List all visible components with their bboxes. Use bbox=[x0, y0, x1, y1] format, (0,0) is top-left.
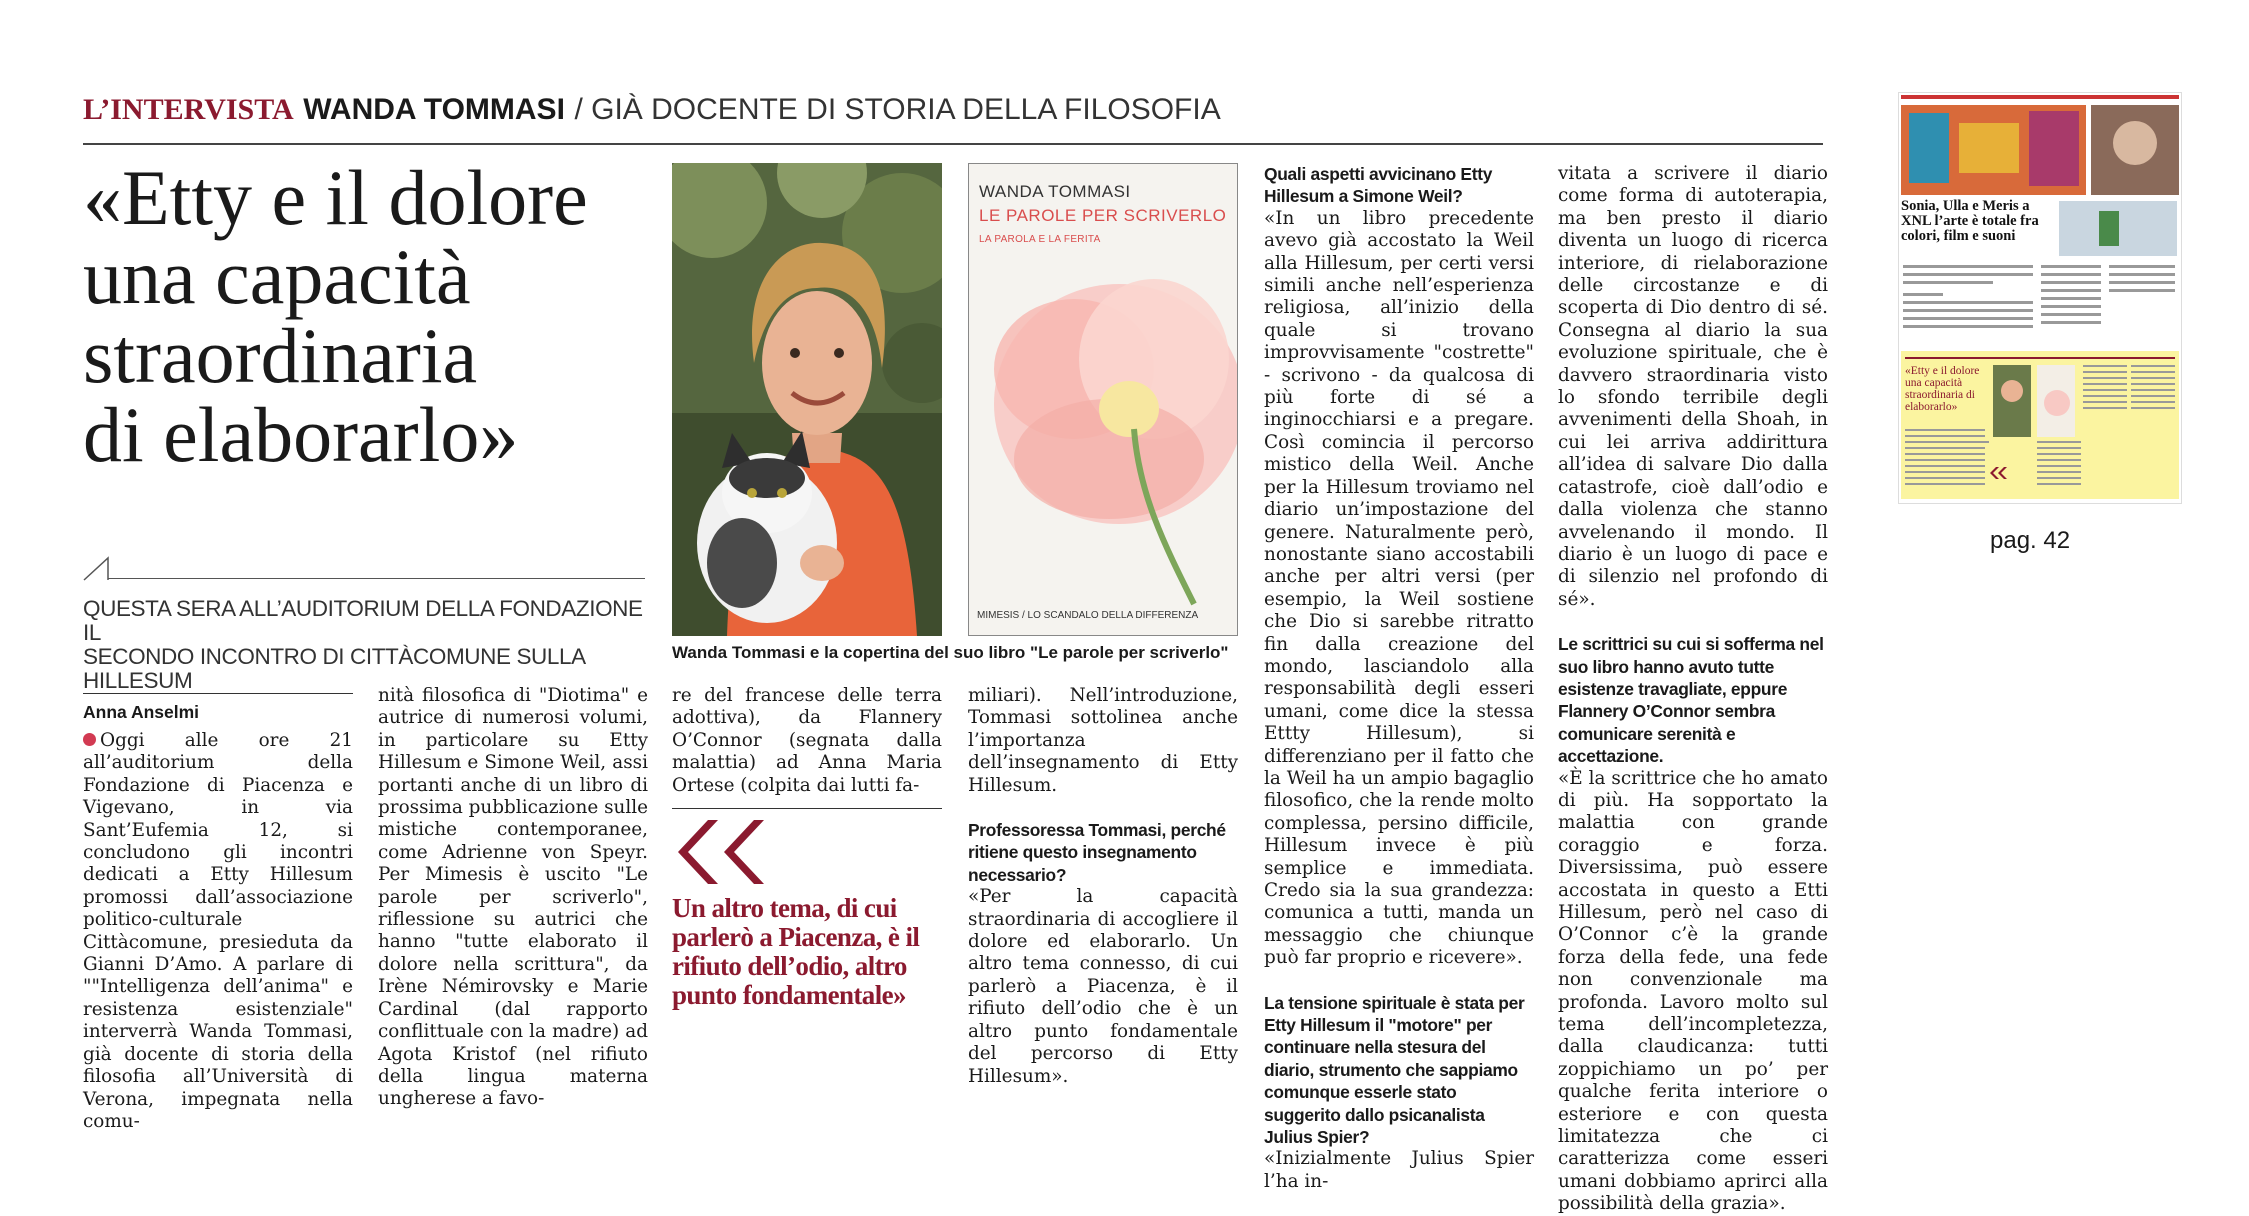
article-column-2 bbox=[378, 685, 648, 1111]
subheadline-line: SECONDO INCONTRO DI CITTÀCOMUNE SULLA HILLESUM bbox=[83, 644, 585, 693]
portrait-photo bbox=[672, 163, 942, 636]
article-text: Oggi alle ore 21 all’auditorium della Fondazione di Piacenza e Vigevano, in via Sant’Eufemia 12, si concludono gli incontri dedicati a Etty Hillesum promossi dall’associazione politico-culturale Cittàcomune, presieduta da Gianni D’Amo. A parlare di ""Intelligenza dell’anima" e resistenza esistenziale" interverrà Wanda Tommasi, già docente di storia della filosofia all’Università di Verona, impegnata nella comu- bbox=[83, 730, 353, 1132]
article-column-5 bbox=[1264, 163, 1534, 1193]
article-column-3 bbox=[672, 685, 942, 797]
cover-title: LE PAROLE PER SCRIVERLO bbox=[979, 206, 1227, 225]
headline-line: «Etty e il dolore bbox=[83, 154, 588, 241]
separator-line bbox=[108, 578, 645, 579]
article-column-1 bbox=[83, 730, 353, 1133]
thumbnail-headline: Sonia, Ulla e Meris a XNL l’arte è totale fra colori, film e suoni bbox=[1901, 198, 2039, 244]
interviewee-name: WANDA TOMMASI bbox=[303, 93, 565, 126]
article-text: nità filosofica di "Diotima" e autrice di numerosi volumi, in particolare su Etty Hillesum e Simone Weil, assi portanti anche di un libro di prossima pubblicazione sulle mistiche contemporanee, come Adrienne von Speyr. Per Mimesis è uscito "Le parole per scriverlo", riflessione su autrici che hanno "tutte elaborato il dolore nella scrittura", da Irène Némirovsky e Marie Cardinal (dal rapporto conflittuale con la madre) ad Agota Kristof (nel rifiuto della lingua materna ungherese a favo- bbox=[378, 685, 648, 1110]
headline-line: di elaborarlo» bbox=[83, 391, 519, 478]
page-thumbnail[interactable] bbox=[1898, 92, 2182, 504]
byline-rule bbox=[83, 693, 353, 694]
headline-line: una capacità bbox=[83, 233, 471, 320]
quote-mark-icon bbox=[676, 816, 766, 888]
cover-subtitle: LA PAROLA E LA FERITA bbox=[979, 234, 1101, 245]
article-text: vitata a scrivere il diario come forma di autoterapia, ma ben presto il diario diventa un luogo di ricerca interiore, di rielaborazione delle circostanze e di scoperta di Dio dentro di sé. Consegna al diario la sua evoluzione spirituale, che è davvero straordinaria visto lo sfondo terribile degli avvenimenti della Shoah, in cui lei arriva addirittura all’idea di salvare Dio dalla catastrofe, cioè dall’odio e dalla violenza che stanno avvelenando il mondo. Il diario è un luogo di pace e di silenzio nel profondo di sé». bbox=[1558, 163, 1828, 610]
page-label: pag. 42 bbox=[1990, 527, 2071, 554]
interview-question: Professoressa Tommasi, perché ritiene questo insegnamento necessario? bbox=[968, 820, 1226, 885]
headline bbox=[83, 154, 683, 478]
book-cover bbox=[968, 163, 1238, 636]
subheadline-line: QUESTA SERA ALL’AUDITORIUM DELLA FONDAZIONE IL bbox=[83, 596, 643, 645]
section-kicker bbox=[83, 92, 1221, 127]
article-text: «È la scrittrice che ho amato di più. Ha sopportato la malattia con grande coraggio e forza. Diversissima, può essere accostata in questo a Etti Hillesum, però nel caso di O’Connor c’è la grande forza della fede, una fede non convenzionale ma profonda. Lavoro molto sul tema dell’incompletezza, dalla claudicanza: tutti zoppichiamo un po’ per qualche ferita interiore o esteriore e con questa limitatezza che ci caratterizza come esseri umani dobbiamo aprirci alla possibilità della grazia». bbox=[1558, 767, 1828, 1215]
interviewee-role: / GIÀ DOCENTE DI STORIA DELLA FILOSOFIA bbox=[574, 93, 1221, 126]
article-text: re del francese delle terra adottiva), da Flannery O’Connor (segnata dalla malattia) ad Anna Maria Ortese (colpita dai lutti fa- bbox=[672, 685, 942, 796]
article-text: «In un libro precedente avevo già accostato la Weil alla Hillesum, per certi versi simili anche nell’esperienza religiosa, all’inizio della quale si trovano improvvisamente "costrette" - scrivono - da qualcosa di più forte di sé a inginocchiarsi e a pregare. Così comincia il percorso mistico della Weil. Anche per la Hillesum troviamo nel diario un’impostazione del genere. Naturalmente però, nonostante siano accostabili anche per altri versi (per esempio, la Weil sostiene che Dio si sarebbe ritratto fin dalla creazione del mondo, lasciandolo alla responsabilità degli esseri umani, come dice la stessa Ettty Hillesum), si differenziano per il fatto che la Weil ha un ampio bagaglio filosofico, che la rende molto complessa, persino difficile, Hillesum invece è più semplice e immediata. Credo sia la sua grandezza: comunica a tutti, manda un messaggio che chiunque può far proprio e ricevere». bbox=[1264, 207, 1534, 969]
article-column-6 bbox=[1558, 163, 1828, 1216]
interview-question: Quali aspetti avvicinano Etty Hillesum a Simone Weil? bbox=[1264, 164, 1493, 207]
cover-publisher: MIMESIS / LO SCANDALO DELLA DIFFERENZA bbox=[977, 610, 1199, 621]
article-text: miliari). Nell’introduzione, Tommasi sottolinea anche l’importanza dell’insegnamento di Etty Hillesum. bbox=[968, 685, 1238, 796]
pullquote-rule bbox=[672, 808, 942, 809]
interview-question: Le scrittrici su cui si sofferma nel suo libro hanno avuto tutte esistenze travagliate, eppure Flannery O’Connor sembra comunicare serenità e accettazione. bbox=[1558, 634, 1824, 767]
article-text: «Inizialmente Julius Spier l’ha in- bbox=[1264, 1148, 1534, 1192]
section-label: L’INTERVISTA bbox=[83, 93, 294, 126]
thumbnail-article-headline: «Etty e il dolore una capacità straordinaria di elaborarlo» bbox=[1905, 365, 1980, 413]
headline-line: straordinaria bbox=[83, 312, 478, 399]
cover-author: WANDA TOMMASI bbox=[979, 182, 1131, 201]
byline: Anna Anselmi bbox=[83, 702, 200, 722]
top-rule bbox=[83, 143, 1823, 145]
bullet-dot-icon bbox=[83, 733, 96, 746]
interview-question: La tensione spirituale è stata per Etty Hillesum il "motore" per continuare nella stesura del diario, strumento che sappiamo comunque esserle stato suggerito dallo psicanalista Julius Spier? bbox=[1264, 992, 1525, 1148]
subheadline bbox=[83, 597, 653, 693]
photo-caption: Wanda Tommasi e la copertina del suo libro "Le parole per scriverlo" bbox=[672, 643, 1229, 662]
article-column-4 bbox=[968, 685, 1238, 1088]
article-text: «Per la capacità straordinaria di accogliere il dolore ed elaborarlo. Un altro tema connesso, di cui parlerò a Piacenza, è il rifiuto dell’odio che è un altro punto fondamentale del percorso di Etty Hillesum». bbox=[968, 886, 1238, 1087]
pullquote: Un altro tema, di cui parlerò a Piacenza, è il rifiuto dell’odio, altro punto fondamentale» bbox=[672, 893, 920, 1010]
